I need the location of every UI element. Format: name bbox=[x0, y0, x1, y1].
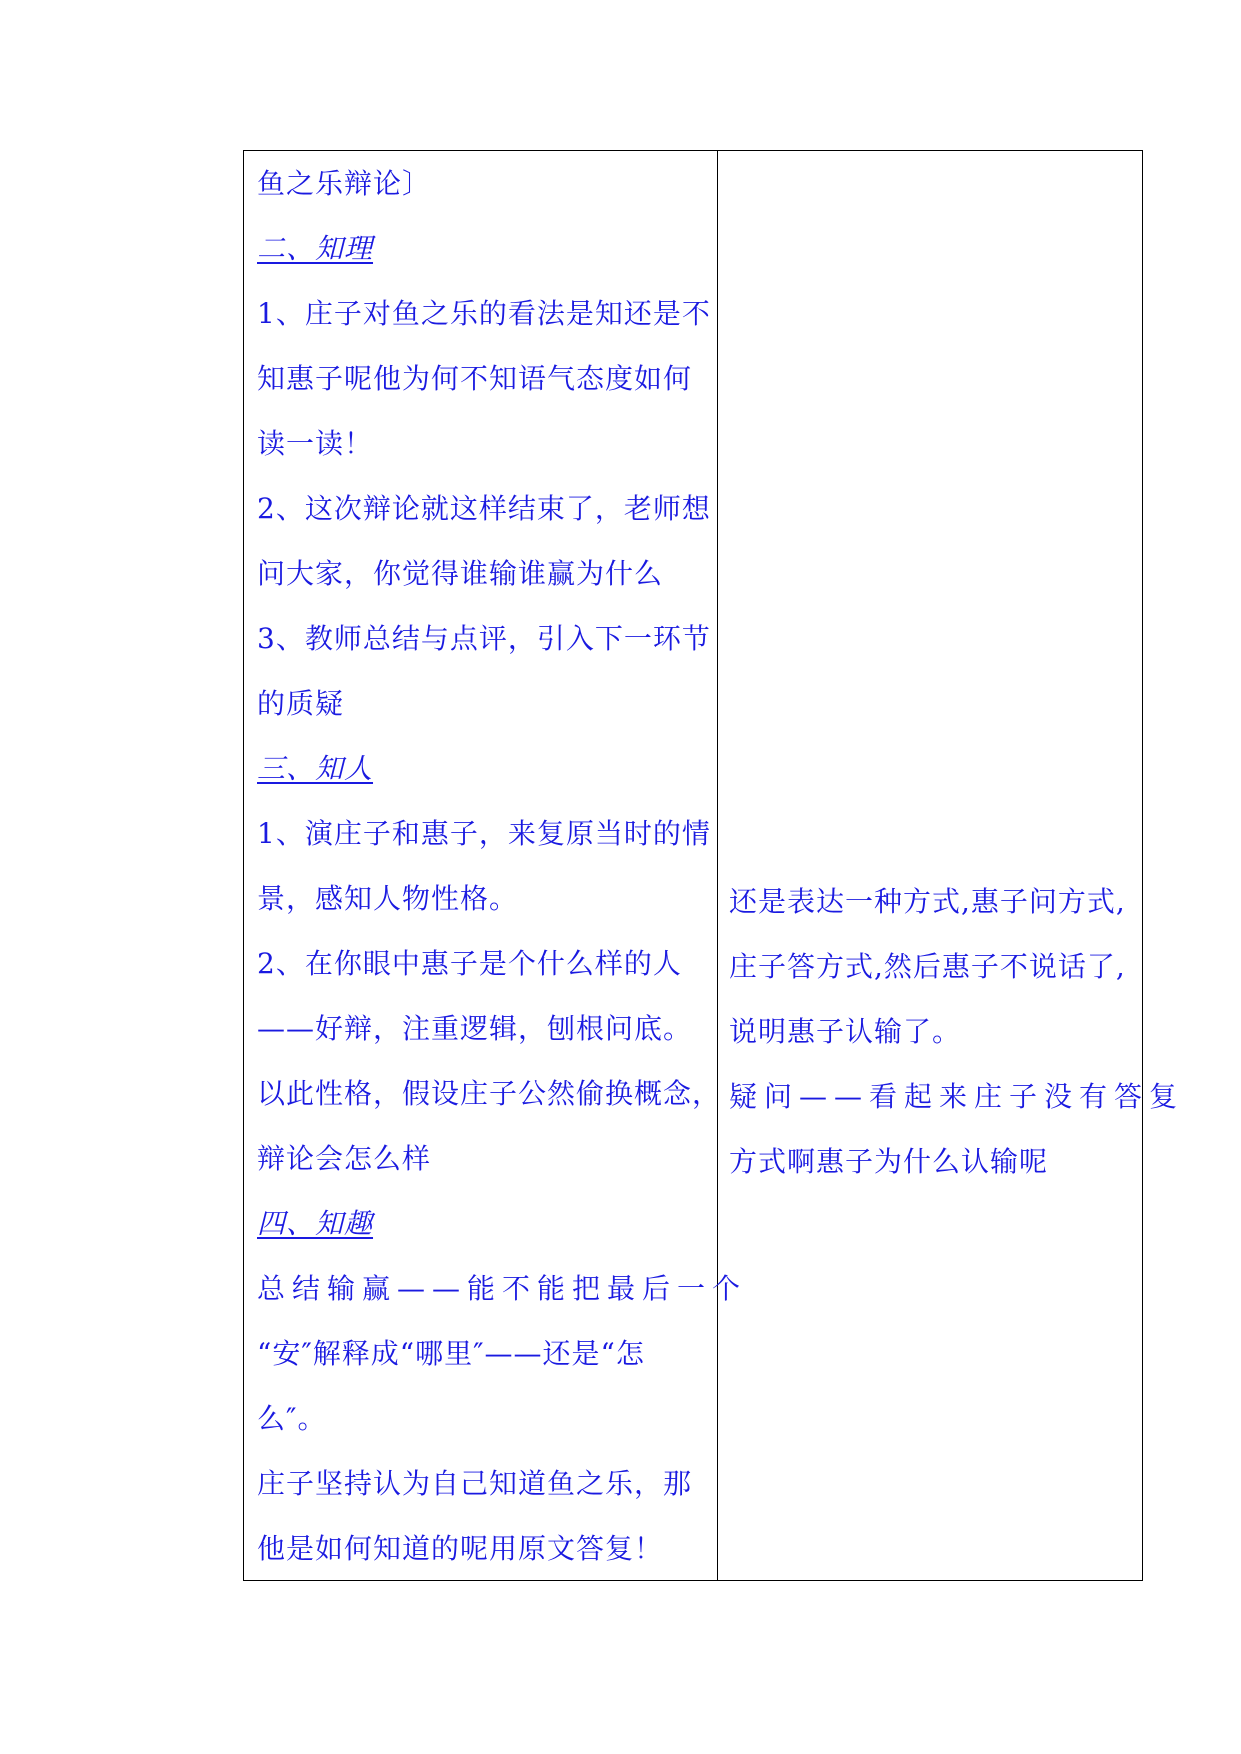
text-line: 景，感知人物性格。 bbox=[257, 882, 519, 915]
lesson-table bbox=[243, 150, 1185, 1581]
text-line: 知惠子呢他为何不知语气态度如何 bbox=[257, 362, 693, 395]
text-line: 还是表达一种方式,惠子问方式, bbox=[729, 885, 1126, 918]
section-heading: 三、知人 bbox=[257, 752, 374, 785]
text-line: “安″解释成“哪里″——还是“怎 bbox=[257, 1337, 645, 1370]
section-heading: 四、知趣 bbox=[257, 1207, 374, 1240]
text-line: 以此性格，假设庄子公然偷换概念， bbox=[257, 1077, 722, 1110]
text-line: 疑问——看起来庄子没有答复 bbox=[729, 1080, 1185, 1113]
text-line: 方式啊惠子为什么认输呢 bbox=[729, 1145, 1049, 1178]
text-line: 问大家，你觉得谁输谁赢为什么 bbox=[257, 557, 664, 590]
text-line: ——好辩，注重逻辑，刨根问底。 bbox=[257, 1012, 693, 1045]
text-line: 1、庄子对鱼之乐的看法是知还是不 bbox=[257, 297, 711, 330]
text-line: 3、教师总结与点评，引入下一环节 bbox=[257, 622, 711, 655]
teaching-process-cell bbox=[244, 151, 748, 1580]
text-line: 的质疑 bbox=[257, 687, 345, 720]
text-line: 庄子坚持认为自己知道鱼之乐，那 bbox=[257, 1467, 693, 1500]
text-line: 1、演庄子和惠子，来复原当时的情 bbox=[257, 817, 711, 850]
notes-cell bbox=[718, 151, 1185, 1580]
text-line: 总结输赢——能不能把最后一个 bbox=[257, 1272, 748, 1305]
text-line: 辩论会怎么样 bbox=[257, 1142, 432, 1175]
text-line: 他是如何知道的呢用原文答复！ bbox=[257, 1532, 664, 1565]
text-line: 庄子答方式,然后惠子不说话了, bbox=[729, 950, 1126, 983]
notes-text bbox=[729, 869, 1185, 1194]
text-line: 说明惠子认输了。 bbox=[729, 1015, 962, 1048]
section-heading: 二、知理 bbox=[257, 232, 374, 265]
text-line: 鱼之乐辩论〕 bbox=[257, 167, 432, 200]
text-line: 么″。 bbox=[257, 1402, 327, 1435]
text-line: 2、在你眼中惠子是个什么样的人 bbox=[257, 947, 682, 980]
text-line: 读一读！ bbox=[257, 427, 374, 460]
teaching-process-text bbox=[257, 151, 748, 1581]
text-line: 2、这次辩论就这样结束了，老师想 bbox=[257, 492, 711, 525]
